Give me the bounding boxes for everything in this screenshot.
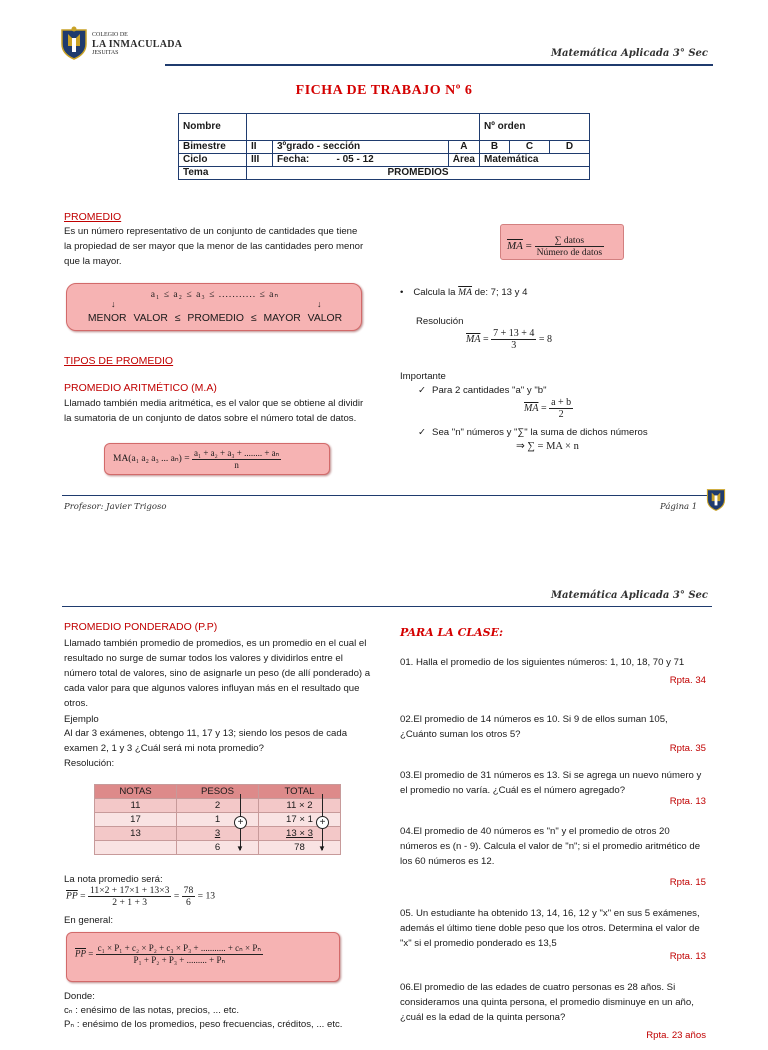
problem-answer: Rpta. 35 — [669, 743, 706, 754]
tipos-heading: TIPOS DE PROMEDIO — [64, 355, 174, 367]
arrow-down-icon: ▼ — [318, 844, 326, 853]
cell: 13 — [95, 827, 177, 841]
check-icon: ✓ — [418, 427, 427, 438]
fecha-value: - 05 - 12 — [333, 154, 449, 167]
list-item — [400, 655, 706, 712]
col-notas: NOTAS — [95, 785, 177, 799]
promedio-heading: PROMEDIO — [64, 211, 122, 223]
ma-formula: $\overline{MA}$ = $\frac{\text{∑ datos}}{\text{Número de datos}}$ — [507, 235, 603, 258]
example1-resolucion: Resolución — [416, 316, 464, 327]
nota-eq: = — [173, 890, 180, 902]
leq-symbol: ≤ — [250, 313, 257, 324]
check-icon: ✓ — [418, 385, 427, 396]
tema-label: Tema — [179, 167, 247, 180]
seccion-d[interactable]: D — [550, 141, 590, 154]
promedio-text: Es un número representativo de un conjunto de cantidades que tiene la propiedad de ser mayor que la menor de las cantidades pero menor que la mayor. — [64, 226, 364, 267]
seccion-b[interactable]: B — [480, 141, 510, 154]
page-number: Página 1 — [660, 502, 698, 512]
leq-symbol: ≤ — [174, 313, 181, 324]
cell — [95, 841, 177, 855]
general-num: c₁ × P₁ + c₂ × P₂ + c₃ × P₃ + ........... + cₙ × Pₙ — [97, 943, 261, 953]
importante-den: 2 — [558, 409, 564, 420]
table-row — [95, 841, 341, 855]
orden-label: Nº orden — [480, 114, 590, 141]
cell: 13 × 3 — [259, 827, 341, 841]
resolucion-label: Resolución: — [64, 758, 115, 769]
importante-num: a + b — [551, 397, 572, 408]
course-header: Matemática Aplicada 3° Sec — [550, 48, 708, 59]
school-crest-icon — [60, 26, 88, 60]
area-label: Área — [448, 154, 479, 167]
grado-label: 3ºgrado - sección — [273, 141, 449, 154]
importante-item2 — [418, 425, 648, 440]
table-row — [95, 827, 341, 841]
example1-prompt-b: de: 7; 13 y 4 — [472, 287, 528, 298]
area-value: Matemática — [480, 154, 590, 167]
arrow-down-icon: ↓ — [111, 299, 116, 309]
nombre-label: Nombre — [179, 114, 247, 141]
arrow-down-icon: ▼ — [236, 844, 244, 853]
mayor-valor: MAYOR VALOR — [263, 313, 343, 324]
clase-heading: PARA LA CLASE: — [400, 626, 504, 639]
cell: 2 — [177, 799, 259, 813]
cell: 1 — [177, 813, 259, 827]
problem-text: 05. Un estudiante ha obtenido 13, 14, 16, 12 y "x" en sus 5 exámenes, además el último tiene doble peso que los otros. Determina el valor de "x" si el promedio ponderado es 13,5 — [400, 908, 700, 949]
table-row — [95, 813, 341, 827]
ma-general-lhs: MA(a₁ a₂ a₃ ... aₙ) = — [113, 454, 190, 465]
problem-text: 03.El promedio de 31 números es 13. Si se agrega un nuevo número y el promedio no varía. ¿Cuál es el número agregado? — [400, 770, 702, 796]
nota-formula: $\overline{PP}$ = $\frac{11\times 2 + 17\times 1 + 13\times 3}{2 + 1 + 3}$ = $\frac{78}{6}$ = 13 — [66, 885, 216, 908]
importante-item2-text: Sea "n" números y "∑" la suma de dichos números — [432, 427, 648, 438]
general-formula-box — [66, 932, 340, 982]
ejemplo-text: Al dar 3 exámenes, obtengo 11, 17 y 13; siendo los pesos de cada examen 2, 1 y 3 ¿Cuál será mi nota promedio? — [64, 728, 348, 754]
cell: 6 — [177, 841, 259, 855]
importante-label: Importante — [400, 371, 446, 382]
list-item — [400, 980, 706, 1050]
donde-c: cₙ : enésimo de las notas, precios, ... etc. — [64, 1005, 239, 1016]
order-box — [66, 283, 362, 331]
importante-item1-text: Para 2 cantidades "a" y "b" — [432, 385, 547, 396]
school-sub: JESUITAS — [92, 50, 119, 56]
ponderado-heading: PROMEDIO PONDERADO (P.P) — [64, 621, 218, 633]
list-item — [400, 824, 706, 906]
school-name: LA INMACULADA — [92, 39, 183, 50]
problem-answer: Rpta. 23 años — [646, 1030, 706, 1041]
cell: 3 — [177, 827, 259, 841]
professor-name: Profesor: Javier Trigoso — [64, 502, 167, 512]
list-item — [400, 906, 706, 980]
nota-text: La nota promedio será: — [64, 874, 163, 885]
page-gap — [0, 540, 768, 576]
nombre-field[interactable] — [247, 114, 480, 141]
list-item — [400, 712, 706, 768]
nota-frac-den: 6 — [186, 897, 191, 908]
nota-result: = 13 — [197, 890, 216, 902]
ma-general-box — [104, 443, 330, 475]
cell: 17 — [95, 813, 177, 827]
header-rule — [165, 64, 713, 66]
problem-answer: Rpta. 13 — [669, 951, 706, 962]
general-label: En general: — [64, 915, 114, 926]
ma-text: Llamado también media aritmética, es el valor que se obtiene al dividir la sumatoria de un conjunto de datos sobre el número total de datos. — [64, 398, 364, 424]
plus-circle-icon: + — [234, 816, 247, 829]
ejemplo-label: Ejemplo — [64, 714, 99, 725]
example1-den: 3 — [511, 340, 517, 351]
donde-p: Pₙ : enésimo de los promedios, peso frecuencias, créditos, ... etc. — [64, 1019, 343, 1030]
ma-heading: PROMEDIO ARITMÉTICO (M.A) — [64, 382, 217, 394]
example1-solution: $\overline{MA}$ = $\frac{7 + 13 + 4}{3}$ = 8 — [466, 328, 553, 351]
footer-rule — [62, 495, 710, 496]
importante-formula2: ⇒ ∑ = MA × n — [516, 441, 579, 452]
table-row — [95, 799, 341, 813]
list-item — [400, 768, 706, 824]
plus-circle-icon: + — [316, 816, 329, 829]
ma-formula-box — [500, 224, 624, 260]
importante-formula1: $\overline{MA}$ = $\frac{a + b}{2}$ — [524, 397, 572, 420]
arrow-down-icon: ↓ — [317, 299, 322, 309]
cell: 17 × 1 — [259, 813, 341, 827]
seccion-a[interactable]: A — [448, 141, 479, 154]
nota-num: 11×2 + 17×1 + 13×3 — [89, 885, 170, 896]
header-rule-2 — [62, 606, 712, 607]
order-words — [67, 313, 363, 324]
seccion-c[interactable]: C — [510, 141, 550, 154]
problem-text: 02.El promedio de 14 números es 10. Si 9 de ellos suman 105, ¿Cuánto suman los otros 5? — [400, 714, 668, 740]
example1-num: 7 + 13 + 4 — [493, 328, 535, 339]
promedio-word: PROMEDIO — [187, 313, 244, 324]
nota-den: 2 + 1 + 3 — [112, 897, 148, 908]
problem-text: 01. Halla el promedio de los siguientes números: 1, 10, 18, 70 y 71 — [400, 657, 685, 668]
bimestre-label: Bimestre — [179, 141, 247, 154]
cell: 11 × 2 — [259, 799, 341, 813]
cell: 78 — [259, 841, 341, 855]
nota-frac-num: 78 — [183, 885, 194, 896]
problem-text: 06.El promedio de las edades de cuatro personas es 28 años. Si consideramos una quinta persona, el promedio disminuye en un año, ¿cuál es la edad de la quinta persona? — [400, 982, 694, 1023]
problem-list — [400, 655, 706, 1050]
school-small: COLEGIO DE — [92, 32, 128, 38]
problem-answer: Rpta. 15 — [669, 877, 706, 888]
general-den: P₁ + P₂ + P₃ + ......... + Pₙ — [133, 955, 226, 965]
ciclo-value: III — [247, 154, 273, 167]
info-table — [178, 113, 590, 180]
importante-item1 — [418, 383, 546, 398]
ma-formula-denominator: Número de datos — [536, 247, 603, 258]
example1-prompt: • Calcula la $\overline{MA}$ de: 7; 13 y 4 — [400, 287, 528, 298]
donde-label: Donde: — [64, 991, 95, 1002]
problem-answer: Rpta. 34 — [669, 675, 706, 686]
course-header-2: Matemática Aplicada 3° Sec — [550, 590, 708, 601]
ciclo-label: Ciclo — [179, 154, 247, 167]
cell: 11 — [95, 799, 177, 813]
col-total: TOTAL — [259, 785, 341, 799]
importante-ma: $\overline{MA}$ — [524, 402, 539, 414]
menor-valor: MENOR VALOR — [87, 313, 168, 324]
order-row: a₁ ≤ a₂ ≤ a₃ ≤ ........... ≤ aₙ — [150, 289, 280, 300]
notas-table — [94, 784, 341, 855]
page-title: FICHA DE TRABAJO Nº 6 — [295, 83, 473, 98]
ma-symbol: $\overline{MA}$ — [507, 240, 523, 253]
problem-text: 04.El promedio de 40 números es "n" y el promedio de otros 20 números es (n - 9). Calcula el valor de "n"; si el promedio aritmético de los 60 números es 12. — [400, 826, 701, 867]
ma-general-formula — [113, 448, 281, 470]
school-logo-text — [92, 31, 182, 58]
example1-solution-ma: $\overline{MA}$ — [466, 333, 481, 345]
page-2 — [0, 576, 768, 1041]
bimestre-value: II — [247, 141, 273, 154]
ma-formula-numerator: ∑ datos — [535, 235, 605, 247]
col-pesos: PESOS — [177, 785, 259, 799]
example1-result: = 8 — [538, 333, 553, 345]
ma-general-num: a₁ + a₂ + a₃ + ........ + aₙ — [193, 448, 280, 458]
ma-general-den: n — [234, 460, 239, 470]
problem-answer: Rpta. 13 — [669, 796, 706, 807]
example1-ma: $\overline{MA}$ — [458, 287, 473, 298]
example1-prompt-a: Calcula la — [413, 287, 459, 298]
fecha-label: Fecha: — [273, 154, 333, 167]
general-formula: $\overline{PP}$ = $\frac{\text{c₁ × P₁ + c₂ × P₂ + c₃ × P₃ + ........... + cₙ × Pₙ}}{\text{P₁ + P₂ + P₃ + ......... + Pₙ}}$ — [75, 943, 261, 965]
footer-crest-icon — [706, 486, 726, 517]
ponderado-text: Llamado también promedio de promedios, es un promedio en el cual el resultado no surge de sumar todos los valores y dividirlos entre el número total de valores, sino de asignarle un peso (de allí ponderado) a cada valor para que algunos valores influyan más en el resultado que otros. — [64, 638, 371, 709]
tema-value: PROMEDIOS — [247, 167, 590, 180]
